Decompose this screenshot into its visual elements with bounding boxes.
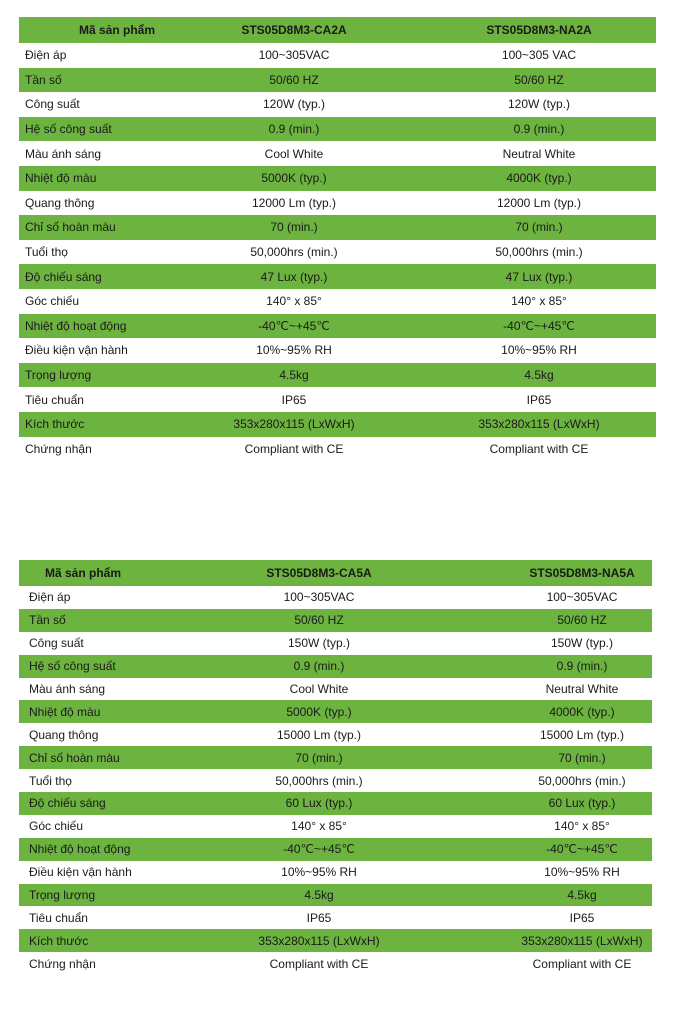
table-row (19, 586, 652, 609)
row-value-model-2: 4.5kg (567, 888, 597, 903)
row-label: Chứng nhận (25, 441, 92, 456)
row-value-model-2: 100~305VAC (546, 590, 618, 605)
row-label: Điện áp (29, 590, 71, 605)
table-row (19, 632, 652, 655)
row-value-model-2: -40℃~+45℃ (546, 842, 618, 857)
row-value-model-1: 100~305VAC (258, 48, 330, 63)
header-model-1: STS05D8M3-CA2A (241, 23, 347, 37)
header-model-1: STS05D8M3-CA5A (266, 566, 372, 580)
table-row (19, 723, 652, 746)
row-value-model-1: 50/60 HZ (294, 613, 344, 628)
row-value-model-2: 50,000hrs (min.) (495, 245, 583, 260)
row-label: Hệ số công suất (25, 122, 112, 137)
row-value-model-2: 10%~95% RH (544, 865, 620, 880)
row-value-model-1: 50/60 HZ (269, 72, 319, 87)
row-value-model-1: 353x280x115 (LxWxH) (258, 933, 380, 948)
row-value-model-1: 150W (typ.) (287, 636, 350, 651)
row-value-model-2: 140° x 85° (554, 819, 610, 834)
row-value-model-2: 120W (typ.) (507, 97, 570, 112)
row-value-model-2: -40℃~+45℃ (503, 318, 575, 333)
table-row (19, 838, 652, 861)
row-value-model-2: 140° x 85° (511, 294, 567, 309)
row-value-model-1: 12000 Lm (typ.) (251, 195, 337, 210)
row-value-model-1: 47 Lux (typ.) (260, 269, 328, 284)
row-value-model-1: 100~305VAC (283, 590, 355, 605)
row-value-model-1: 50,000hrs (min.) (250, 245, 338, 260)
table-header (19, 17, 656, 43)
table-row (19, 264, 656, 289)
row-label: Màu ánh sáng (29, 682, 106, 696)
row-label: Kích thước (25, 417, 85, 432)
row-value-model-2: 4.5kg (524, 368, 554, 383)
row-label: Công suất (29, 636, 84, 651)
table-row (19, 746, 652, 769)
row-value-model-2: 12000 Lm (typ.) (496, 195, 582, 210)
row-label: Độ chiếu sáng (25, 269, 102, 284)
row-value-model-2: 10%~95% RH (501, 343, 577, 358)
table-row (19, 952, 652, 975)
table-row (19, 338, 656, 363)
header-label: Mã sản phẩm (45, 566, 122, 580)
row-label: Độ chiếu sáng (29, 796, 106, 811)
row-value-model-2: Compliant with CE (489, 441, 589, 456)
row-value-model-2: Neutral White (502, 146, 576, 161)
row-value-model-1: 10%~95% RH (256, 343, 332, 358)
table-row (19, 43, 656, 68)
row-value-model-1: 4.5kg (304, 888, 334, 903)
table-row (19, 678, 652, 701)
row-label: Điện áp (25, 48, 67, 63)
row-value-model-1: 0.9 (min.) (293, 659, 345, 674)
row-value-model-2: 4000K (typ.) (506, 171, 572, 186)
row-value-model-1: 120W (typ.) (262, 97, 325, 112)
row-label: Nhiệt độ hoạt động (25, 318, 127, 333)
row-value-model-1: 5000K (typ.) (286, 704, 352, 719)
row-value-model-1: -40℃~+45℃ (258, 318, 330, 333)
row-value-model-1: 70 (min.) (270, 220, 318, 235)
table-row (19, 92, 656, 117)
row-value-model-2: 0.9 (min.) (513, 122, 565, 137)
row-label: Tuổi thọ (29, 773, 72, 788)
table-row (19, 609, 652, 632)
table-row (19, 929, 652, 952)
table-row (19, 166, 656, 191)
row-value-model-1: 140° x 85° (266, 294, 322, 309)
table-row (19, 289, 656, 314)
table-row (19, 906, 652, 929)
table-row (19, 655, 652, 678)
row-label: Trọng lượng (29, 888, 96, 903)
table-header (19, 560, 652, 586)
spec-table-2 (19, 560, 652, 975)
row-label: Quang thông (25, 195, 95, 210)
table-row (19, 815, 652, 838)
table-row (19, 240, 656, 265)
row-value-model-2: 70 (min.) (515, 220, 563, 235)
row-value-model-1: IP65 (306, 910, 332, 925)
row-value-model-2: IP65 (569, 910, 595, 925)
row-value-model-2: 4000K (typ.) (549, 704, 615, 719)
row-value-model-1: 50,000hrs (min.) (275, 773, 363, 788)
row-value-model-2: 60 Lux (typ.) (548, 796, 616, 811)
row-label: Tuổi thọ (25, 245, 68, 260)
row-value-model-1: 10%~95% RH (281, 865, 357, 880)
row-value-model-1: Cool White (264, 146, 324, 161)
row-value-model-2: 50/60 HZ (557, 613, 607, 628)
row-value-model-1: 70 (min.) (295, 750, 343, 765)
row-value-model-2: 100~305 VAC (501, 48, 577, 63)
row-label: Tần số (29, 613, 66, 628)
row-label: Quang thông (29, 727, 99, 742)
row-label: Nhiệt độ màu (25, 171, 97, 186)
row-value-model-2: Compliant with CE (532, 956, 632, 971)
row-label: Tần số (25, 72, 62, 87)
row-label: Công suất (25, 97, 80, 112)
table-row (19, 141, 656, 166)
table-row (19, 884, 652, 907)
row-value-model-1: Compliant with CE (244, 441, 344, 456)
row-label: Góc chiếu (25, 294, 80, 309)
row-value-model-2: 50,000hrs (min.) (538, 773, 626, 788)
row-value-model-2: 70 (min.) (558, 750, 606, 765)
table-row (19, 387, 656, 412)
row-value-model-2: 353x280x115 (LxWxH) (478, 417, 600, 432)
table-row (19, 68, 656, 93)
row-label: Nhiệt độ hoạt động (29, 842, 131, 857)
row-label: Chỉ số hoàn màu (29, 750, 120, 765)
table-row (19, 792, 652, 815)
row-value-model-2: 50/60 HZ (514, 72, 564, 87)
table-row (19, 412, 656, 437)
row-label: Tiêu chuẩn (25, 392, 84, 407)
row-value-model-2: 47 Lux (typ.) (505, 269, 573, 284)
row-label: Hệ số công suất (29, 659, 116, 674)
row-value-model-2: 15000 Lm (typ.) (539, 727, 625, 742)
row-value-model-1: 15000 Lm (typ.) (276, 727, 362, 742)
row-label: Chỉ số hoàn màu (25, 220, 116, 235)
row-value-model-1: 5000K (typ.) (261, 171, 327, 186)
row-value-model-1: 4.5kg (279, 368, 309, 383)
row-value-model-1: 353x280x115 (LxWxH) (233, 417, 355, 432)
spec-table-1 (19, 17, 656, 461)
row-label: Điều kiện vận hành (29, 865, 132, 880)
table-row (19, 215, 656, 240)
row-value-model-2: 0.9 (min.) (556, 659, 608, 674)
row-value-model-1: -40℃~+45℃ (283, 842, 355, 857)
row-label: Màu ánh sáng (25, 146, 102, 161)
header-model-2: STS05D8M3-NA5A (529, 566, 635, 580)
row-value-model-2: Neutral White (545, 682, 619, 696)
row-label: Tiêu chuẩn (29, 910, 88, 925)
table-row (19, 117, 656, 142)
row-label: Nhiệt độ màu (29, 704, 101, 719)
row-value-model-2: 353x280x115 (LxWxH) (521, 933, 643, 948)
row-value-model-1: Compliant with CE (269, 956, 369, 971)
table-row (19, 314, 656, 339)
header-label: Mã sản phẩm (79, 23, 156, 37)
row-value-model-1: IP65 (281, 392, 307, 407)
row-label: Điều kiện vận hành (25, 343, 128, 358)
table-row (19, 769, 652, 792)
row-label: Trọng lượng (25, 368, 92, 383)
table-row (19, 191, 656, 216)
header-model-2: STS05D8M3-NA2A (486, 23, 592, 37)
table-row (19, 437, 656, 462)
row-label: Góc chiếu (29, 819, 84, 834)
row-value-model-1: 0.9 (min.) (268, 122, 320, 137)
table-row (19, 363, 656, 388)
row-value-model-2: 150W (typ.) (550, 636, 613, 651)
row-value-model-1: 60 Lux (typ.) (285, 796, 353, 811)
row-value-model-2: IP65 (526, 392, 552, 407)
row-value-model-1: 140° x 85° (291, 819, 347, 834)
row-value-model-1: Cool White (289, 682, 349, 696)
row-label: Chứng nhận (29, 956, 96, 971)
table-row (19, 700, 652, 723)
table-row (19, 861, 652, 884)
row-label: Kích thước (29, 933, 89, 948)
